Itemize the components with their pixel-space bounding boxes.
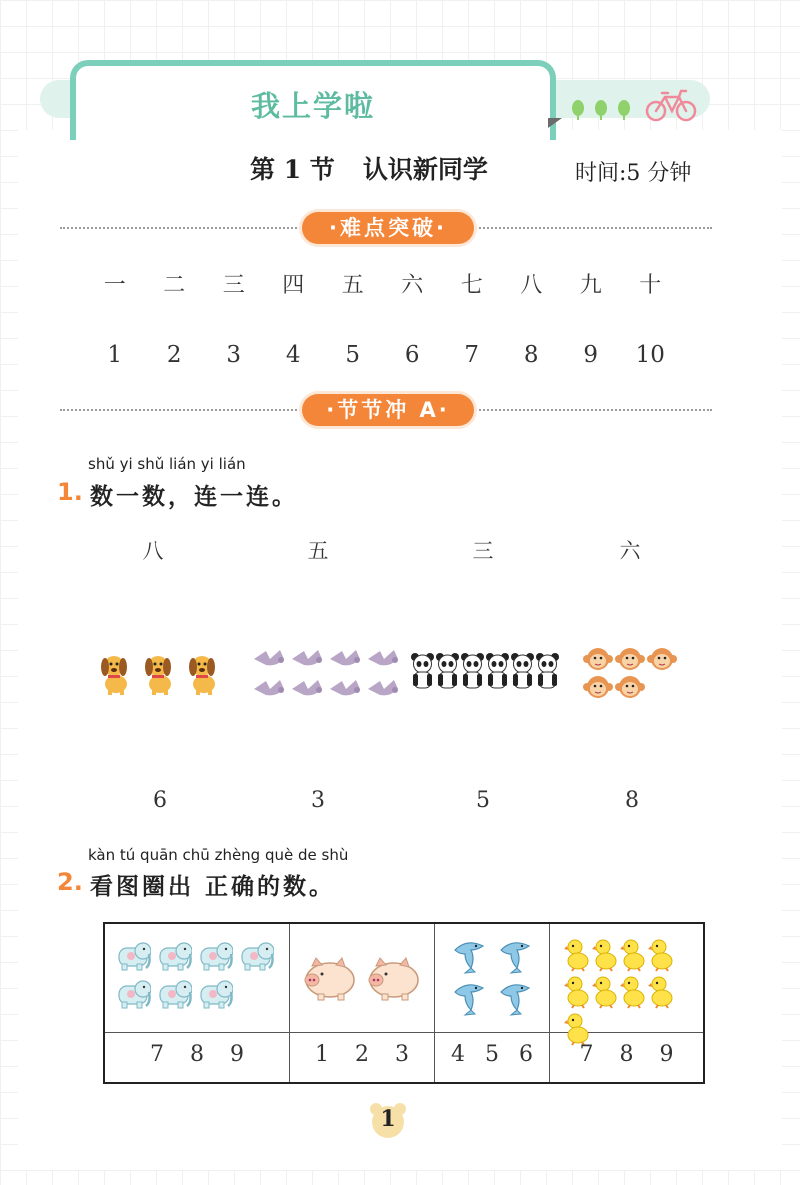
duck-icon — [564, 1012, 590, 1046]
chinese-numeral: 九 — [579, 273, 602, 298]
arabic-numeral: 10 — [635, 342, 665, 368]
q2-option[interactable]: 9 — [659, 1042, 674, 1067]
chinese-numeral: 八 — [520, 273, 543, 298]
elephant-icon — [113, 938, 151, 972]
arabic-numeral: 5 — [345, 342, 361, 368]
panda-icon — [485, 652, 510, 692]
dolphin-icon — [449, 978, 489, 1018]
elephant-icon — [154, 938, 192, 972]
q2-cell-ducks — [550, 924, 703, 1082]
q1-chinese-label[interactable]: 六 — [619, 539, 641, 563]
bird-icon — [288, 677, 326, 703]
tree-icon — [595, 100, 607, 116]
bird-icon — [364, 677, 402, 703]
q2-option[interactable]: 8 — [190, 1042, 204, 1067]
q1-text: 数一数，连一连。 — [90, 484, 298, 510]
q1-group-pandas[interactable] — [410, 652, 570, 692]
arabic-numeral: 6 — [404, 342, 420, 368]
arabic-numeral: 4 — [285, 342, 301, 368]
tree-icon — [572, 100, 584, 116]
q1-number-label[interactable]: 8 — [625, 788, 639, 813]
bird-icon — [250, 677, 288, 703]
section-pill-practice: ·节节冲 A· — [302, 394, 474, 426]
elephant-icon — [154, 976, 192, 1010]
section-title — [250, 150, 488, 186]
q1-number-label[interactable]: 6 — [153, 788, 167, 813]
panda-icon — [435, 652, 460, 692]
q2-option[interactable]: 5 — [485, 1042, 499, 1067]
elephant-icon — [195, 938, 233, 972]
q1-group-dogs[interactable] — [92, 650, 232, 696]
panda-icon — [535, 652, 560, 692]
arabic-numeral: 1 — [107, 342, 123, 368]
pig-icon — [298, 950, 358, 1002]
q2-cell-dolphins — [435, 924, 550, 1082]
duck-icon — [564, 975, 590, 1009]
q2-options — [105, 1042, 289, 1067]
q2-option[interactable]: 7 — [579, 1042, 594, 1067]
chinese-numeral: 二 — [163, 273, 186, 298]
arabic-numeral: 8 — [523, 342, 539, 368]
bicycle-icon — [645, 88, 697, 122]
dog-icon — [136, 650, 180, 696]
duck-icon — [592, 938, 618, 972]
q2-option[interactable]: 7 — [150, 1042, 164, 1067]
panda-icon — [510, 652, 535, 692]
q2-text: 看图圈出 正确的数。 — [90, 874, 336, 900]
bird-icon — [326, 677, 364, 703]
dog-icon — [92, 650, 136, 696]
q2-option[interactable]: 1 — [315, 1042, 329, 1067]
unit-title: 我上学啦 — [250, 89, 375, 123]
panda-icon — [460, 652, 485, 692]
bird-icon — [326, 647, 364, 673]
q2-options — [550, 1042, 703, 1067]
chinese-numeral: 一 — [103, 273, 126, 298]
q2-elephant-group — [113, 938, 283, 1010]
q2-pinyin: kàn tú quān chū zhèng què de shù — [88, 846, 349, 864]
duck-icon — [564, 938, 590, 972]
q2-option[interactable]: 2 — [355, 1042, 369, 1067]
monkey-icon — [614, 673, 646, 701]
q2-pig-group — [298, 950, 428, 1002]
section-number: 第 1 节 — [250, 155, 335, 184]
duck-icon — [620, 975, 646, 1009]
q2-cell-pigs — [290, 924, 435, 1082]
q1-number-label[interactable]: 3 — [311, 788, 325, 813]
monkey-icon — [582, 673, 614, 701]
monkey-icon — [646, 645, 678, 673]
q2-answer-table — [103, 922, 705, 1084]
chinese-numeral: 七 — [460, 273, 483, 298]
pig-icon — [362, 950, 422, 1002]
q2-options — [290, 1042, 434, 1067]
elephant-icon — [195, 976, 233, 1010]
q1-number-label[interactable]: 5 — [476, 788, 490, 813]
monkey-icon — [582, 645, 614, 673]
monkey-icon — [614, 645, 646, 673]
duck-icon — [620, 938, 646, 972]
elephant-icon — [236, 938, 274, 972]
chinese-numeral: 四 — [282, 273, 305, 298]
bird-icon — [364, 647, 402, 673]
duck-icon — [592, 975, 618, 1009]
chinese-numeral: 五 — [341, 273, 364, 298]
tree-icon — [618, 100, 630, 116]
q2-option[interactable]: 6 — [519, 1042, 533, 1067]
q2-number: 2. — [57, 868, 83, 896]
q2-cell-elephants — [105, 924, 290, 1082]
panda-icon — [410, 652, 435, 692]
q1-group-monkeys[interactable] — [582, 645, 682, 701]
time-label: 时间:5 分钟 — [575, 161, 692, 186]
arabic-numeral: 9 — [583, 342, 599, 368]
chinese-numeral: 十 — [639, 273, 662, 298]
q1-chinese-label[interactable]: 五 — [307, 539, 329, 563]
q2-options — [435, 1042, 549, 1067]
dolphin-icon — [449, 936, 489, 976]
q2-option[interactable]: 3 — [395, 1042, 409, 1067]
duck-icon — [648, 975, 674, 1009]
section-name: 认识新同学 — [362, 155, 488, 184]
q1-number: 1. — [57, 478, 83, 506]
q2-option[interactable]: 8 — [619, 1042, 634, 1067]
q2-option[interactable]: 9 — [230, 1042, 244, 1067]
q1-pinyin: shǔ yi shǔ lián yi lián — [88, 455, 246, 473]
bird-icon — [288, 647, 326, 673]
q1-chinese-label[interactable]: 三 — [472, 539, 494, 563]
q1-chinese-label[interactable]: 八 — [142, 539, 164, 563]
dog-icon — [180, 650, 224, 696]
section-pill-difficulty: ·难点突破· — [302, 212, 474, 244]
arabic-numeral: 7 — [464, 342, 480, 368]
dolphin-icon — [495, 978, 535, 1018]
elephant-icon — [113, 976, 151, 1010]
q2-dolphin-group — [449, 936, 539, 1018]
arabic-numeral-row — [85, 342, 685, 368]
dolphin-icon — [495, 936, 535, 976]
q2-duck-group — [564, 938, 699, 1046]
page-number: 1 — [380, 1106, 396, 1132]
chinese-numeral: 三 — [222, 273, 245, 298]
duck-icon — [648, 938, 674, 972]
bird-icon — [250, 647, 288, 673]
q1-group-birds[interactable] — [250, 647, 410, 703]
chinese-numeral: 六 — [401, 273, 424, 298]
chinese-numeral-row — [85, 268, 685, 299]
q2-option[interactable]: 4 — [451, 1042, 465, 1067]
arabic-numeral: 2 — [166, 342, 182, 368]
arabic-numeral: 3 — [226, 342, 242, 368]
